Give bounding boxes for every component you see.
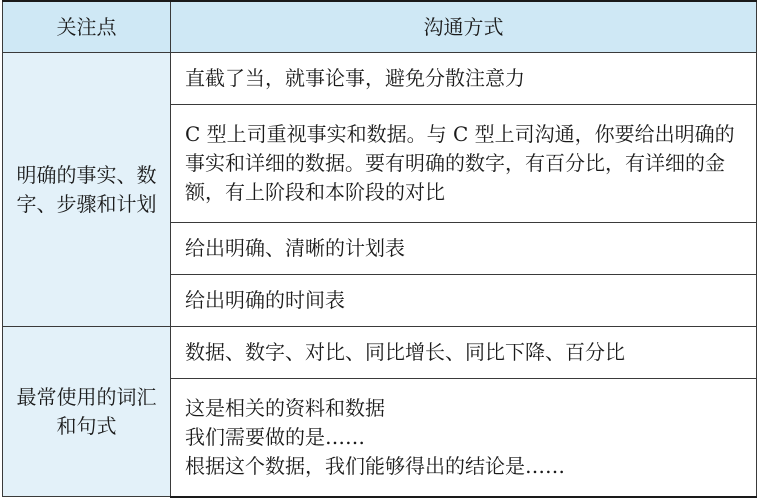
category-facts-numbers: 明确的事实、数字、步骤和计划 (3, 53, 171, 327)
table-cell: 给出明确的时间表 (171, 275, 757, 327)
phrase-line: 我们需要做的是…… (185, 424, 365, 449)
header-focus: 关注点 (3, 1, 171, 53)
header-communication-method: 沟通方式 (171, 1, 757, 53)
table-header-row (3, 1, 757, 53)
phrase-line: 根据这个数据，我们能够得出的结论是…… (185, 453, 565, 478)
table-row (3, 327, 757, 379)
table-cell: 数据、数字、对比、同比增长、同比下降、百分比 (171, 327, 757, 379)
communication-table (2, 0, 757, 498)
table-cell: 给出明确、清晰的计划表 (171, 223, 757, 275)
table-cell: 直截了当，就事论事，避免分散注意力 (171, 53, 757, 105)
phrase-line: 这是相关的资料和数据 (185, 395, 385, 420)
table-cell: C 型上司重视事实和数据。与 C 型上司沟通，你要给出明确的事实和详细的数据。要有明确的数字，有百分比，有详细的金额，有上阶段和本阶段的对比 (171, 105, 757, 223)
table-cell-phrases (171, 379, 757, 497)
table-row (3, 53, 757, 105)
category-common-phrases: 最常使用的词汇和句式 (3, 327, 171, 497)
